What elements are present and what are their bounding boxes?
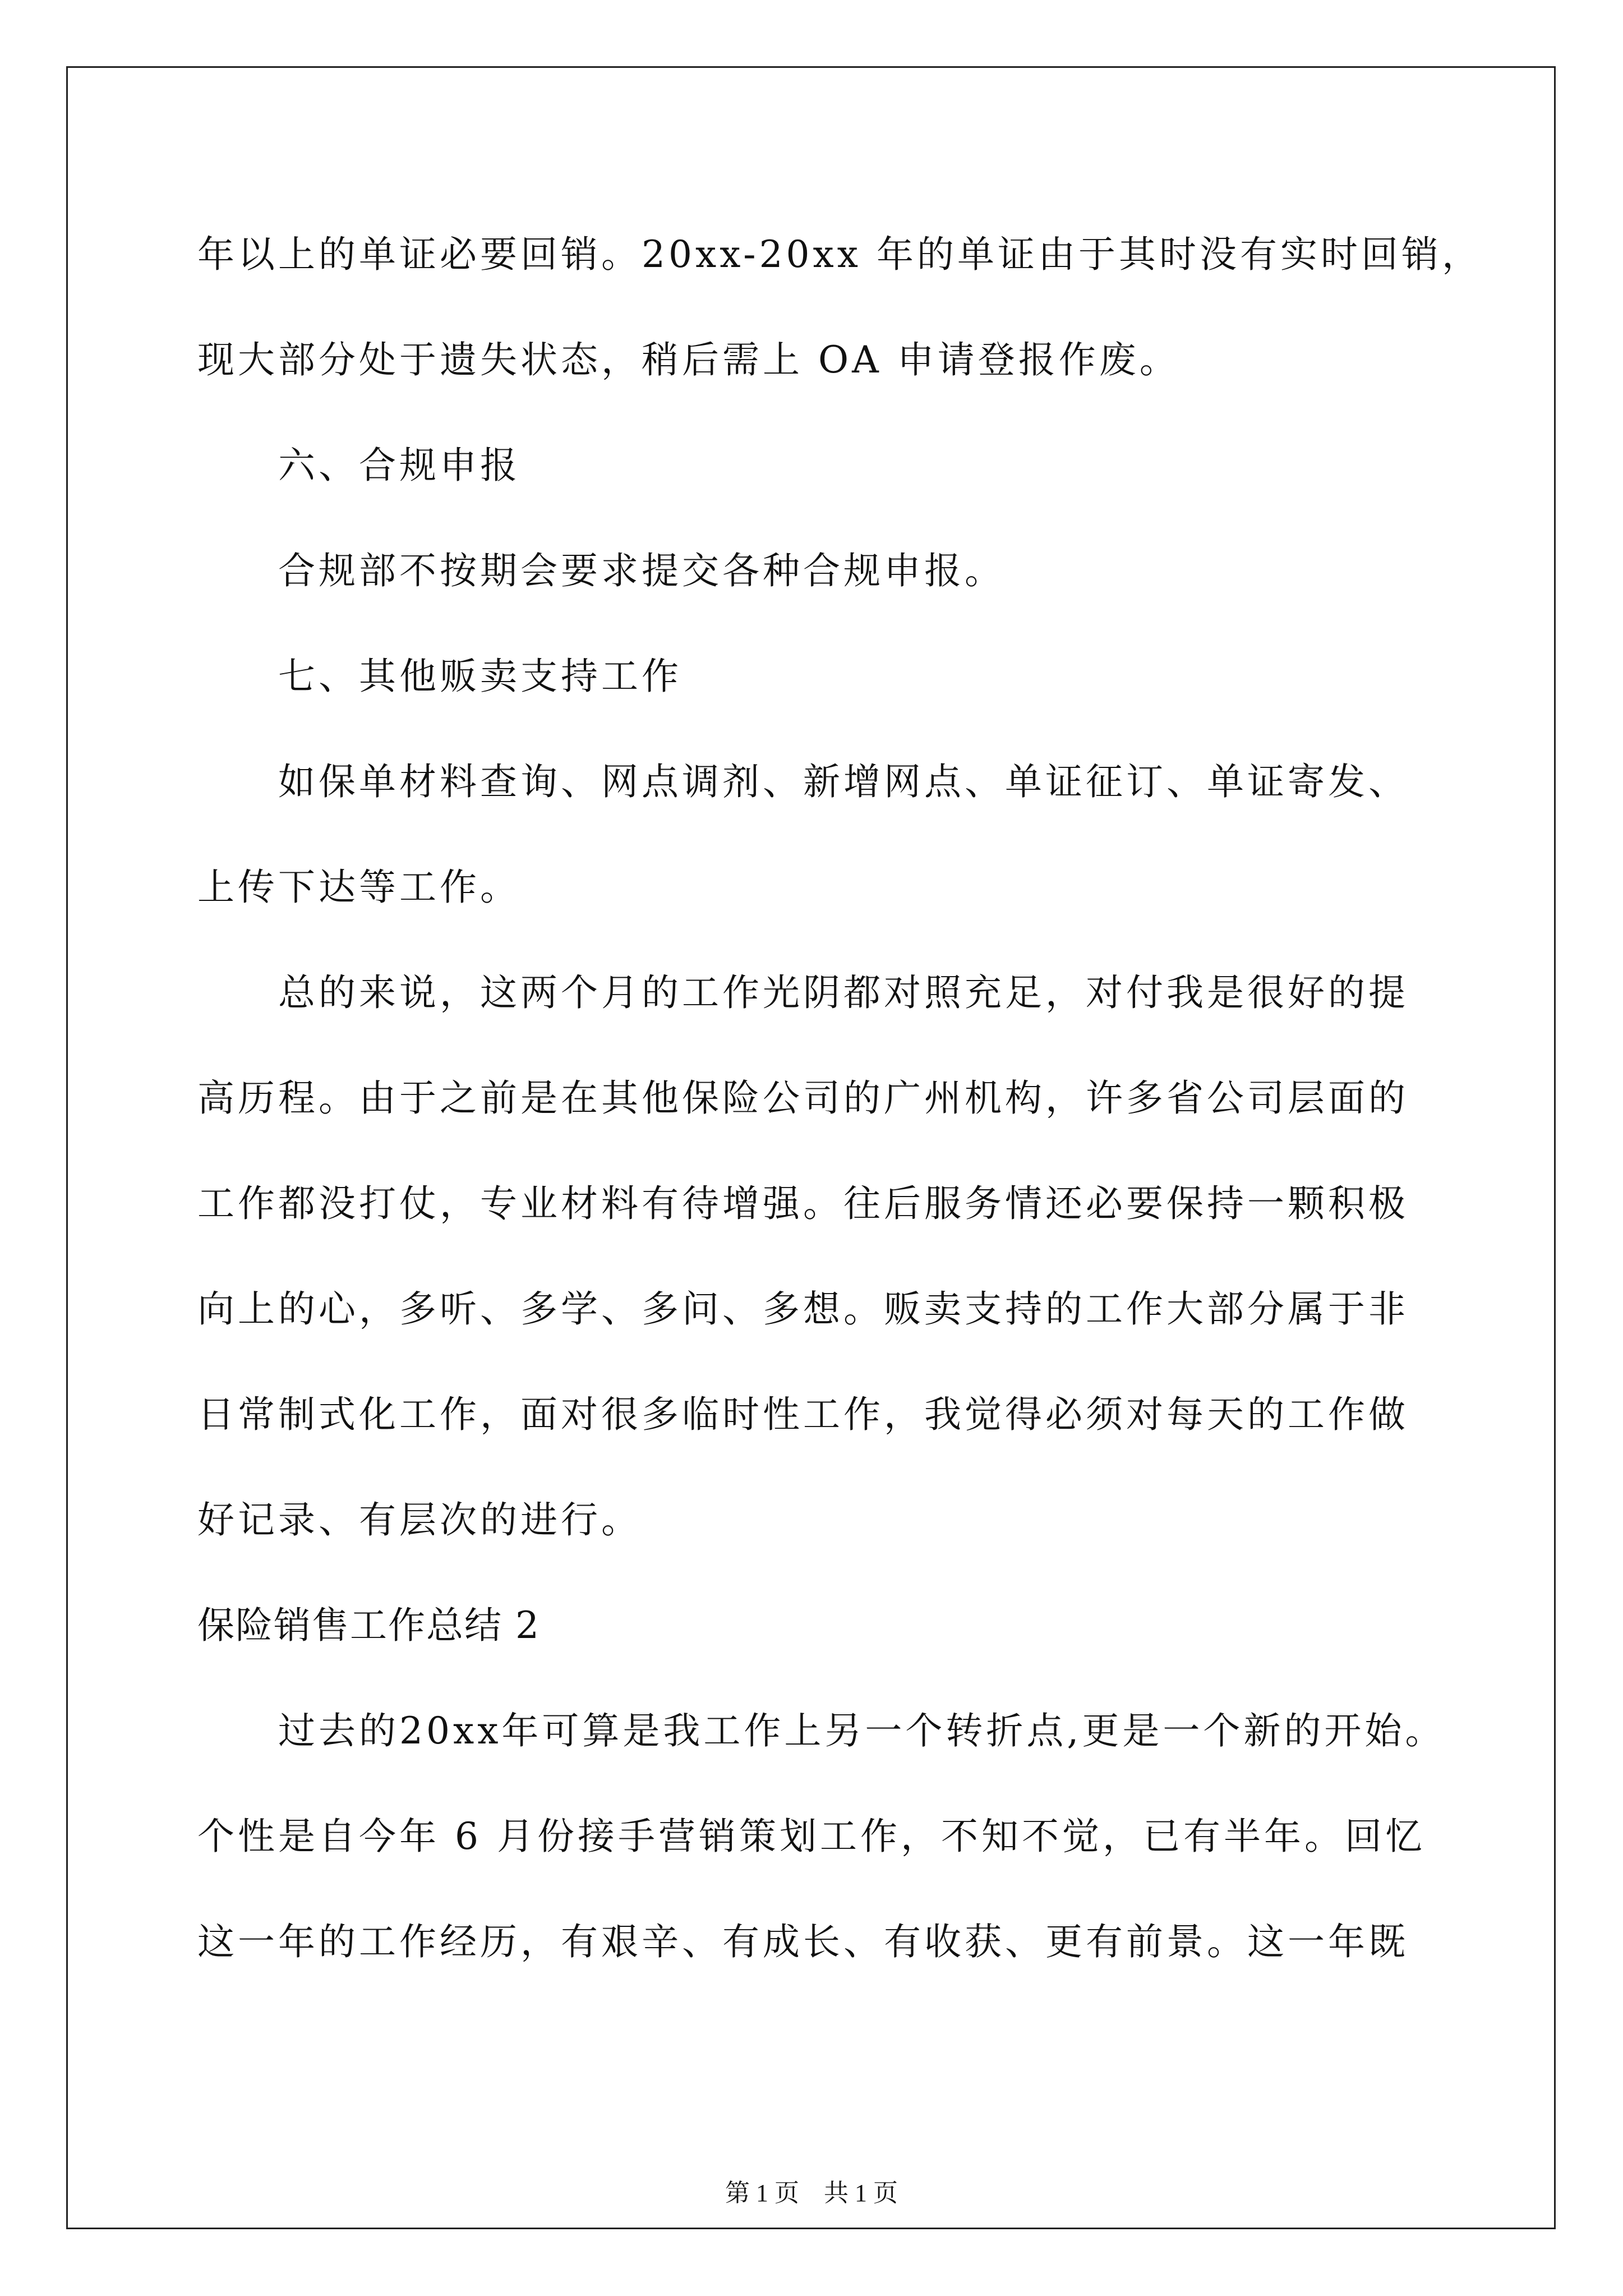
text-line: 过去的20xx年可算是我工作上另一个转折点,更是一个新的开始。 [278, 1709, 1446, 1752]
text-line: 上传下达等工作。 [197, 866, 520, 909]
text-line: 工作都没打仗，专业材料有待增强。往后服务情还必要保持一颗积极 [197, 1182, 1409, 1225]
page-footer: 第 1 页 共 1 页 [725, 2179, 898, 2207]
text-line: 这一年的工作经历，有艰辛、有成长、有收获、更有前景。这一年既 [197, 1920, 1409, 1963]
document-body [197, 202, 1482, 1995]
section-heading: 七、其他贩卖支持工作 [278, 655, 682, 698]
text-line: 年以上的单证必要回销。20xx-20xx 年的单证由于其时没有实时回销， [197, 233, 1482, 276]
text-line: 向上的心，多听、多学、多问、多想。贩卖支持的工作大部分属于非 [197, 1287, 1409, 1331]
text-line: 个性是自今年 6 月份接手营销策划工作，不知不觉，已有半年。回忆 [197, 1815, 1426, 1858]
text-line: 好记录、有层次的进行。 [197, 1498, 642, 1542]
text-line: 高历程。由于之前是在其他保险公司的广州机构，许多省公司层面的 [197, 1076, 1409, 1120]
text-line: 日常制式化工作，面对很多临时性工作，我觉得必须对每天的工作做 [197, 1393, 1409, 1436]
article-title: 保险销售工作总结 2 [197, 1604, 540, 1647]
section-heading: 六、合规申报 [278, 444, 520, 487]
text-line: 现大部分处于遗失状态，稍后需上 OA 申请登报作废。 [197, 338, 1180, 381]
text-line: 总的来说，这两个月的工作光阴都对照充足，对付我是很好的提 [278, 971, 1409, 1014]
text-line: 如保单材料查询、网点调剂、新增网点、单证征订、单证寄发、 [278, 760, 1409, 803]
text-line: 合规部不按期会要求提交各种合规申报。 [278, 549, 1005, 592]
